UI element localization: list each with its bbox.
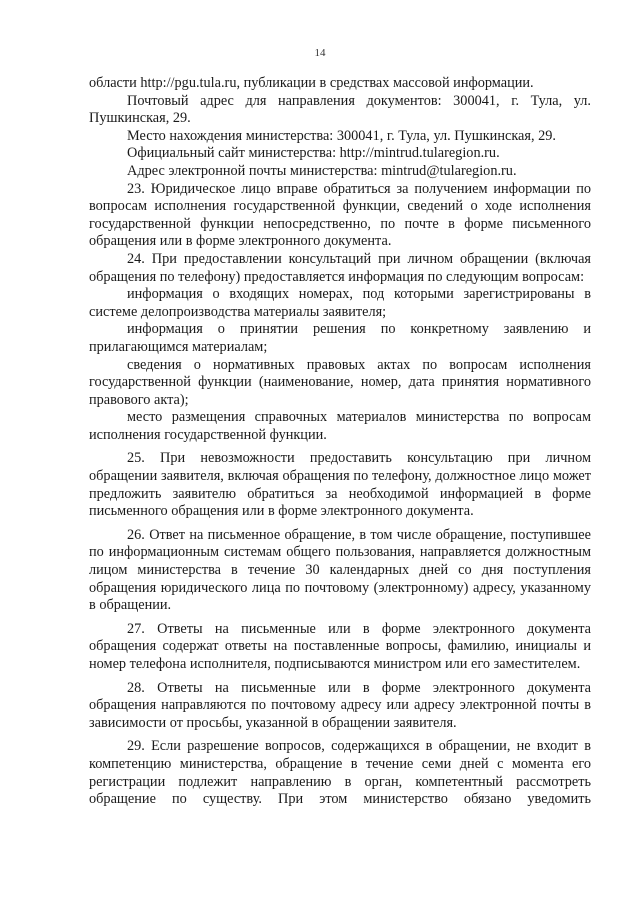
- paragraph: 26. Ответ на письменное обращение, в том числе обращение, поступившее по информационным системам общего пользования, направляется должностным лицом министерства в течение 30 календарных дней со дня поступления обращения юридического лица по почтовому (электронному) адресу, указанному в обращении.: [89, 526, 591, 614]
- page-number: 14: [314, 47, 326, 59]
- paragraph: Почтовый адрес для направления документов: 300041, г. Тула, ул. Пушкинская, 29.: [89, 92, 591, 127]
- paragraph: 24. При предоставлении консультаций при личном обращении (включая обращения по телефону) предоставляется информация по следующим вопросам:: [89, 250, 591, 285]
- paragraph: Официальный сайт министерства: http://mintrud.tularegion.ru.: [127, 145, 500, 162]
- paragraph: информация о входящих номерах, под которыми зарегистрированы в системе делопроизводства материалы заявителя;: [89, 286, 591, 320]
- paragraph: области http://pgu.tula.ru, публикации в средствах массовой информации.: [89, 75, 534, 91]
- body-text: [89, 75, 591, 809]
- paragraph: 25. При невозможности предоставить консультацию при личном обращении заявителя, включая обращения по телефону, должностное лицо может предложить заявителю обратиться за необходимой информацией в форме письменного обращения или в форме электронного документа.: [89, 450, 591, 520]
- paragraph: 27. Ответы на письменные или в форме электронного документа обращения содержат ответы на поставленные вопросы, фамилию, инициалы и номер телефона исполнителя, подписываются министром или его заместителем.: [89, 620, 591, 672]
- paragraph: место размещения справочных материалов министерства по вопросам исполнения государственной функции.: [89, 409, 591, 443]
- paragraph: сведения о нормативных правовых актах по вопросам исполнения государственной функции (наименование, номер, дата принятия нормативного правового акта);: [89, 356, 591, 408]
- paragraph: 29. Если разрешение вопросов, содержащихся в обращении, не входит в компетенцию министерства, обращение в течение семи дней с момента его регистрации подлежит направлению в орган, компетентный рассмотреть обращение по существу. При этом министерство обязано уведомить: [89, 738, 591, 808]
- paragraph: 23. Юридическое лицо вправе обратиться за получением информации по вопросам исполнения государственной функции, сведений о ходе исполнения государственной функции непосредственно, по почте в форме письменного обращения или в форме электронного документа.: [89, 180, 591, 250]
- paragraph: 28. Ответы на письменные или в форме электронного документа обращения направляются по почтовому адресу или адресу электронной почты в зависимости от просьбы, указанной в обращении заявителя.: [89, 679, 591, 731]
- paragraph: информация о принятии решения по конкретному заявлению и прилагающимся материалам;: [89, 321, 591, 355]
- paragraph: Адрес электронной почты министерства: mintrud@tularegion.ru.: [127, 162, 517, 179]
- paragraph: Место нахождения министерства: 300041, г. Тула, ул. Пушкинская, 29.: [127, 127, 556, 144]
